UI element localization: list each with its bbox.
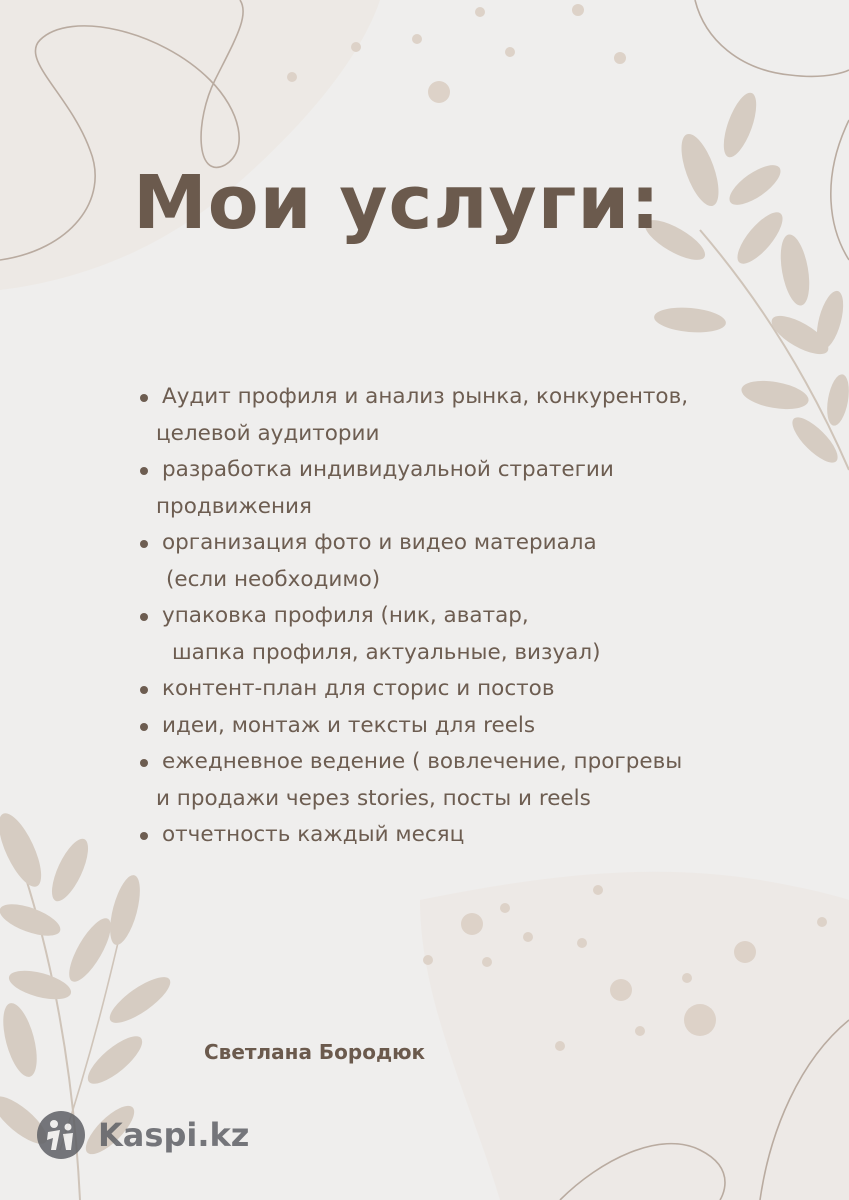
service-line: ежедневное ведение ( вовлечение, прогревы xyxy=(162,749,683,774)
curve-right xyxy=(831,120,849,260)
service-line: (если необходимо) xyxy=(166,566,381,592)
bullet-icon xyxy=(140,467,148,475)
kaspi-logo-icon xyxy=(36,1110,86,1160)
bullet-icon xyxy=(140,613,148,621)
list-item xyxy=(136,708,736,745)
author-name: Светлана Бородюк xyxy=(204,1040,426,1064)
bullet-icon xyxy=(140,686,148,694)
service-line: продвижения xyxy=(156,493,312,519)
service-line: упаковка профиля (ник, аватар, xyxy=(162,603,529,628)
curve-top-right xyxy=(695,0,849,76)
watermark-text: Kaspi.kz xyxy=(98,1116,250,1154)
service-line: и продажи через stories, посты и reels xyxy=(156,785,591,811)
bullet-icon xyxy=(140,540,148,548)
list-item xyxy=(136,452,736,525)
bullet-icon xyxy=(140,759,148,767)
list-item xyxy=(136,525,736,598)
list-item xyxy=(136,817,736,854)
kaspi-watermark xyxy=(36,1110,249,1160)
service-line: идеи, монтаж и тексты для reels xyxy=(162,712,536,738)
list-item xyxy=(136,671,736,708)
service-line: контент-план для сторис и постов xyxy=(162,676,555,701)
soft-blob-top xyxy=(0,0,380,290)
bullet-icon xyxy=(140,723,148,731)
bullet-icon xyxy=(140,394,148,402)
service-line: Аудит профиля и анализ рынка, конкурентов, xyxy=(162,384,689,409)
list-item xyxy=(136,598,736,671)
service-line: шапка профиля, актуальные, визуал) xyxy=(172,639,601,665)
service-line: организация фото и видео материала xyxy=(162,530,597,555)
list-item xyxy=(136,744,736,817)
service-line: отчетность каждый месяц xyxy=(162,822,465,847)
service-line: разработка индивидуальной стратегии xyxy=(162,457,614,482)
page-title: Мои услуги: xyxy=(133,160,661,246)
services-list xyxy=(136,379,736,854)
list-item xyxy=(136,379,736,452)
bullet-icon xyxy=(140,832,148,840)
service-line: целевой аудитории xyxy=(156,420,380,446)
